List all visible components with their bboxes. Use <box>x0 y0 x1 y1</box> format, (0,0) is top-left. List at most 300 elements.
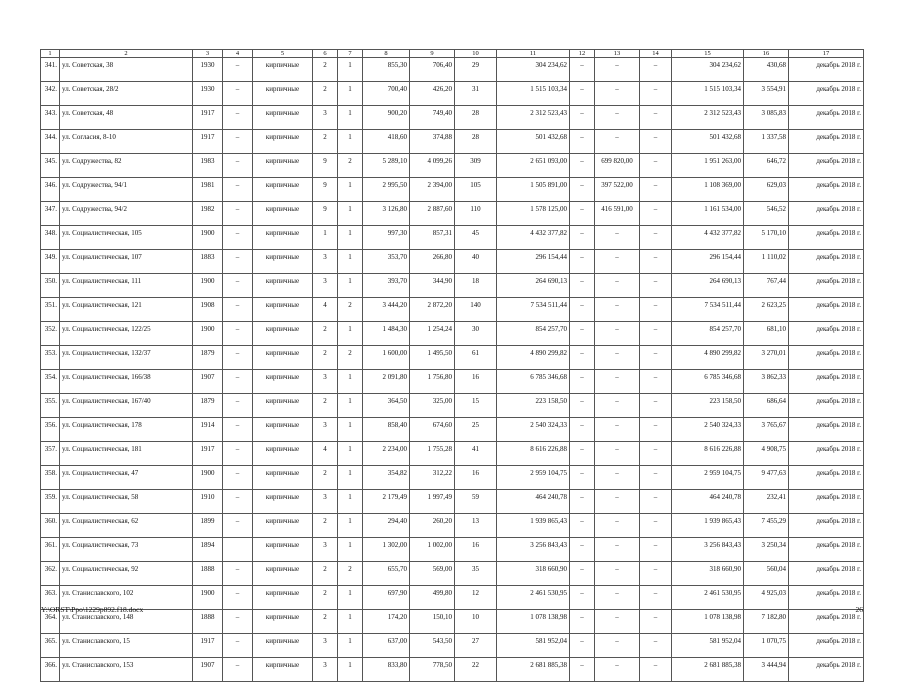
table-cell: 25 <box>455 418 497 442</box>
table-cell: кирпичные <box>253 442 313 466</box>
table-cell: 1983 <box>193 154 223 178</box>
table-cell: 318 660,90 <box>672 562 744 586</box>
table-cell: 9 <box>313 202 338 226</box>
table-cell: 1 951 263,00 <box>672 154 744 178</box>
table-row <box>41 394 864 418</box>
table-cell: – <box>570 442 595 466</box>
table-cell: кирпичные <box>253 466 313 490</box>
table-cell: – <box>570 298 595 322</box>
table-cell: – <box>640 106 672 130</box>
table-cell: 2 461 530,95 <box>497 586 570 610</box>
column-number-row <box>41 50 864 58</box>
table-row <box>41 154 864 178</box>
table-cell: кирпичные <box>253 658 313 682</box>
table-cell: – <box>570 490 595 514</box>
table-cell: 59 <box>455 490 497 514</box>
table-cell: – <box>223 370 253 394</box>
table-cell: 1 002,00 <box>410 538 455 562</box>
table-cell: 1 939 865,43 <box>497 514 570 538</box>
table-cell: 362. <box>41 562 60 586</box>
table-cell: декабрь 2018 г. <box>789 490 864 514</box>
table-cell: 1917 <box>193 130 223 154</box>
table-cell: 2 <box>338 562 363 586</box>
table-cell: 260,20 <box>410 514 455 538</box>
table-cell: 854 257,70 <box>672 322 744 346</box>
table-cell: декабрь 2018 г. <box>789 130 864 154</box>
table-cell: – <box>570 514 595 538</box>
table-cell: 543,50 <box>410 634 455 658</box>
table-cell: – <box>570 634 595 658</box>
table-cell: 354. <box>41 370 60 394</box>
table-cell: 360. <box>41 514 60 538</box>
table-row <box>41 346 864 370</box>
table-cell: – <box>640 562 672 586</box>
table-cell: 27 <box>455 634 497 658</box>
table-cell: 697,90 <box>363 586 410 610</box>
table-cell: 304 234,62 <box>672 58 744 82</box>
table-cell: – <box>223 202 253 226</box>
table-cell: 4 890 299,82 <box>497 346 570 370</box>
table-cell: 2 <box>338 154 363 178</box>
table-cell: 359. <box>41 490 60 514</box>
table-cell: 7 455,29 <box>744 514 789 538</box>
table-cell: 344,90 <box>410 274 455 298</box>
table-cell: ул. Советская, 28/2 <box>60 82 193 106</box>
table-cell: кирпичные <box>253 154 313 178</box>
table-cell: – <box>595 58 640 82</box>
table-cell: – <box>223 226 253 250</box>
table-row <box>41 370 864 394</box>
table-cell: 1 <box>338 322 363 346</box>
table-cell: – <box>570 274 595 298</box>
table-cell: – <box>570 586 595 610</box>
table-cell: – <box>640 250 672 274</box>
table-cell: – <box>223 58 253 82</box>
table-cell: 1 <box>338 226 363 250</box>
table-cell: кирпичные <box>253 490 313 514</box>
table-cell: 1 <box>338 178 363 202</box>
table-cell: 4 099,26 <box>410 154 455 178</box>
table-cell: 342. <box>41 82 60 106</box>
table-cell: 855,30 <box>363 58 410 82</box>
table-cell: 110 <box>455 202 497 226</box>
table-cell: декабрь 2018 г. <box>789 370 864 394</box>
table-cell: 354,82 <box>363 466 410 490</box>
table-cell: ул. Социалистическая, 92 <box>60 562 193 586</box>
column-number: 16 <box>744 50 789 58</box>
table-cell: – <box>595 586 640 610</box>
table-cell: 1894 <box>193 538 223 562</box>
table-cell: декабрь 2018 г. <box>789 442 864 466</box>
table-cell: – <box>595 538 640 562</box>
column-number: 3 <box>193 50 223 58</box>
table-cell: 1 997,49 <box>410 490 455 514</box>
table-cell: ул. Содружества, 82 <box>60 154 193 178</box>
table-cell: – <box>595 562 640 586</box>
table-cell: 501 432,68 <box>497 130 570 154</box>
table-cell: 361. <box>41 538 60 562</box>
table-cell: 1 110,02 <box>744 250 789 274</box>
table-cell: кирпичные <box>253 250 313 274</box>
table-cell: 1 <box>338 490 363 514</box>
table-cell: 357. <box>41 442 60 466</box>
table-cell: – <box>595 490 640 514</box>
table-cell: декабрь 2018 г. <box>789 274 864 298</box>
table-row <box>41 82 864 106</box>
table-cell: 1888 <box>193 610 223 634</box>
table-cell: декабрь 2018 г. <box>789 466 864 490</box>
table-cell: 363. <box>41 586 60 610</box>
table-cell: 2 <box>313 514 338 538</box>
table-cell: 7 534 511,44 <box>497 298 570 322</box>
column-number: 11 <box>497 50 570 58</box>
table-cell: 1 <box>338 634 363 658</box>
table-cell: 2 <box>313 394 338 418</box>
table-cell: – <box>640 370 672 394</box>
table-cell: 2 <box>338 298 363 322</box>
table-cell: 749,40 <box>410 106 455 130</box>
table-cell: – <box>570 130 595 154</box>
table-cell: 1 161 534,00 <box>672 202 744 226</box>
table-cell: кирпичные <box>253 634 313 658</box>
table-cell: 1981 <box>193 178 223 202</box>
table-cell: 699 820,00 <box>595 154 640 178</box>
table-cell: 8 616 226,88 <box>497 442 570 466</box>
table-cell: декабрь 2018 г. <box>789 586 864 610</box>
table-cell: ул. Социалистическая, 167/40 <box>60 394 193 418</box>
table-cell: – <box>570 58 595 82</box>
table-cell: 546,52 <box>744 202 789 226</box>
table-cell: 1900 <box>193 274 223 298</box>
table-cell: 2 312 523,43 <box>672 106 744 130</box>
table-cell: – <box>570 106 595 130</box>
table-cell: 1982 <box>193 202 223 226</box>
table-cell: – <box>595 658 640 682</box>
table-cell: 105 <box>455 178 497 202</box>
table-cell: 2 681 885,38 <box>497 658 570 682</box>
table-cell: 346. <box>41 178 60 202</box>
table-cell: ул. Социалистическая, 47 <box>60 466 193 490</box>
table-cell: 223 158,50 <box>672 394 744 418</box>
table-cell: ул. Социалистическая, 166/38 <box>60 370 193 394</box>
table-cell: 40 <box>455 250 497 274</box>
table-cell: – <box>223 178 253 202</box>
table-cell: – <box>570 346 595 370</box>
table-cell: декабрь 2018 г. <box>789 178 864 202</box>
column-number: 6 <box>313 50 338 58</box>
table-cell: – <box>640 322 672 346</box>
table-cell: 464 240,78 <box>672 490 744 514</box>
table-row <box>41 298 864 322</box>
table-cell: 674,60 <box>410 418 455 442</box>
table-cell: 2 461 530,95 <box>672 586 744 610</box>
table-cell: – <box>570 250 595 274</box>
table-cell: – <box>223 634 253 658</box>
table-cell: 2 <box>313 586 338 610</box>
table-cell: 1 302,00 <box>363 538 410 562</box>
table-cell: 1 <box>338 538 363 562</box>
table-cell: 266,80 <box>410 250 455 274</box>
table-cell: 560,04 <box>744 562 789 586</box>
table-cell: 3 <box>313 370 338 394</box>
table-cell: 1 <box>338 610 363 634</box>
column-number: 10 <box>455 50 497 58</box>
table-cell: ул. Советская, 48 <box>60 106 193 130</box>
table-cell: ул. Социалистическая, 73 <box>60 538 193 562</box>
table-cell: декабрь 2018 г. <box>789 658 864 682</box>
column-number: 5 <box>253 50 313 58</box>
table-row <box>41 322 864 346</box>
table-cell: – <box>640 226 672 250</box>
table-cell: 858,40 <box>363 418 410 442</box>
table-cell: 15 <box>455 394 497 418</box>
table-cell: 1907 <box>193 658 223 682</box>
table-cell <box>223 538 253 562</box>
table-cell: 8 616 226,88 <box>672 442 744 466</box>
table-cell: 1 <box>338 418 363 442</box>
table-cell: 7 182,80 <box>744 610 789 634</box>
table-cell: 1883 <box>193 250 223 274</box>
table-cell: кирпичные <box>253 586 313 610</box>
table-cell: – <box>570 322 595 346</box>
table-cell: – <box>595 250 640 274</box>
table-cell: 581 952,04 <box>497 634 570 658</box>
table-cell: 5 170,10 <box>744 226 789 250</box>
table-cell: 1 337,58 <box>744 130 789 154</box>
table-cell: 347. <box>41 202 60 226</box>
table-cell: 2 <box>313 82 338 106</box>
table-cell: кирпичные <box>253 82 313 106</box>
table-cell: – <box>570 226 595 250</box>
table-row <box>41 562 864 586</box>
table-cell: 1879 <box>193 346 223 370</box>
table-row <box>41 466 864 490</box>
table-cell: 430,68 <box>744 58 789 82</box>
table-cell: 706,40 <box>410 58 455 82</box>
table-cell: 1 <box>338 370 363 394</box>
table-cell: 3 <box>313 490 338 514</box>
table-row <box>41 634 864 658</box>
table-cell: кирпичные <box>253 106 313 130</box>
table-cell: 426,20 <box>410 82 455 106</box>
table-cell: 1900 <box>193 586 223 610</box>
table-cell: 1 <box>338 58 363 82</box>
table-cell: декабрь 2018 г. <box>789 154 864 178</box>
table-cell: 2 091,80 <box>363 370 410 394</box>
table-cell: декабрь 2018 г. <box>789 538 864 562</box>
table-cell: – <box>595 610 640 634</box>
table-cell: 2 651 093,00 <box>497 154 570 178</box>
table-cell: – <box>223 130 253 154</box>
table-cell: декабрь 2018 г. <box>789 202 864 226</box>
table-cell: 464 240,78 <box>497 490 570 514</box>
table-cell: – <box>640 154 672 178</box>
table-cell: – <box>223 514 253 538</box>
table-cell: 9 <box>313 178 338 202</box>
table-cell: 22 <box>455 658 497 682</box>
table-cell: 681,10 <box>744 322 789 346</box>
table-cell: 294,40 <box>363 514 410 538</box>
table-cell: 5 289,10 <box>363 154 410 178</box>
table-cell: 2 <box>313 610 338 634</box>
table-cell: 1 070,75 <box>744 634 789 658</box>
table-row <box>41 442 864 466</box>
table-cell: 1 484,30 <box>363 322 410 346</box>
table-cell: 351. <box>41 298 60 322</box>
table-cell: 264 690,13 <box>497 274 570 298</box>
table-cell: 2 887,60 <box>410 202 455 226</box>
table-cell: 1900 <box>193 226 223 250</box>
table-cell: 1 <box>338 658 363 682</box>
table-cell: 1 578 125,00 <box>497 202 570 226</box>
table-cell: 854 257,70 <box>497 322 570 346</box>
table-cell: – <box>640 58 672 82</box>
table-cell: – <box>223 586 253 610</box>
table-cell: – <box>223 346 253 370</box>
table-cell: кирпичные <box>253 130 313 154</box>
table-cell: 174,20 <box>363 610 410 634</box>
register-sheet <box>40 49 863 682</box>
table-cell: – <box>595 514 640 538</box>
table-cell: – <box>223 418 253 442</box>
table-cell: 501 432,68 <box>672 130 744 154</box>
table-cell: 2 179,49 <box>363 490 410 514</box>
table-cell: 1 078 138,98 <box>497 610 570 634</box>
table-cell: 2 995,50 <box>363 178 410 202</box>
table-cell: – <box>223 82 253 106</box>
table-cell: декабрь 2018 г. <box>789 418 864 442</box>
table-cell: – <box>595 418 640 442</box>
table-cell: 364,50 <box>363 394 410 418</box>
table-cell: – <box>640 658 672 682</box>
table-cell: 7 534 511,44 <box>672 298 744 322</box>
table-cell: 364. <box>41 610 60 634</box>
table-cell: 1 505 891,00 <box>497 178 570 202</box>
column-number: 8 <box>363 50 410 58</box>
table-cell: 352. <box>41 322 60 346</box>
table-cell: кирпичные <box>253 274 313 298</box>
table-cell: 418,60 <box>363 130 410 154</box>
table-cell: декабрь 2018 г. <box>789 226 864 250</box>
table-cell: 41 <box>455 442 497 466</box>
table-cell: – <box>595 370 640 394</box>
table-cell: 3 250,34 <box>744 538 789 562</box>
table-cell: 31 <box>455 82 497 106</box>
table-cell: декабрь 2018 г. <box>789 514 864 538</box>
table-cell: – <box>640 442 672 466</box>
table-cell: 1 254,24 <box>410 322 455 346</box>
table-cell: 857,31 <box>410 226 455 250</box>
table-cell: 312,22 <box>410 466 455 490</box>
table-cell: ул. Социалистическая, 58 <box>60 490 193 514</box>
table-cell: 629,03 <box>744 178 789 202</box>
table-cell: 1 <box>338 442 363 466</box>
table-row <box>41 586 864 610</box>
table-cell: – <box>640 346 672 370</box>
table-cell: 1917 <box>193 634 223 658</box>
table-cell: кирпичные <box>253 202 313 226</box>
table-cell: – <box>223 322 253 346</box>
table-row <box>41 202 864 226</box>
table-cell: 296 154,44 <box>672 250 744 274</box>
table-cell: – <box>595 298 640 322</box>
table-cell: 3 <box>313 658 338 682</box>
table-cell: ул. Социалистическая, 111 <box>60 274 193 298</box>
table-cell: 30 <box>455 322 497 346</box>
table-cell: – <box>595 106 640 130</box>
table-cell: 997,30 <box>363 226 410 250</box>
table-cell: кирпичные <box>253 298 313 322</box>
table-cell: ул. Социалистическая, 107 <box>60 250 193 274</box>
table-cell: – <box>595 394 640 418</box>
table-cell: – <box>640 634 672 658</box>
column-number: 12 <box>570 50 595 58</box>
table-cell: декабрь 2018 г. <box>789 634 864 658</box>
table-cell: 2 <box>313 322 338 346</box>
table-cell: 374,88 <box>410 130 455 154</box>
table-cell: – <box>595 82 640 106</box>
column-number: 17 <box>789 50 864 58</box>
table-cell: ул. Социалистическая, 105 <box>60 226 193 250</box>
column-number: 7 <box>338 50 363 58</box>
table-cell: 416 591,00 <box>595 202 640 226</box>
table-cell: 343. <box>41 106 60 130</box>
table-cell: 309 <box>455 154 497 178</box>
table-cell: 3 270,01 <box>744 346 789 370</box>
table-cell: – <box>223 274 253 298</box>
table-cell: 2 959 104,75 <box>672 466 744 490</box>
table-cell: 61 <box>455 346 497 370</box>
table-cell: ул. Станиславского, 148 <box>60 610 193 634</box>
table-cell: 2 <box>313 130 338 154</box>
table-cell: 1 <box>338 394 363 418</box>
table-cell: 358. <box>41 466 60 490</box>
table-cell: ул. Социалистическая, 181 <box>60 442 193 466</box>
table-cell: 45 <box>455 226 497 250</box>
table-cell: – <box>640 418 672 442</box>
table-cell: 3 444,20 <box>363 298 410 322</box>
table-cell: 4 890 299,82 <box>672 346 744 370</box>
table-cell: 833,80 <box>363 658 410 682</box>
table-cell: 1917 <box>193 442 223 466</box>
column-number: 13 <box>595 50 640 58</box>
table-cell: 16 <box>455 538 497 562</box>
table-cell: – <box>223 490 253 514</box>
table-cell: 2 540 324,33 <box>497 418 570 442</box>
table-row <box>41 538 864 562</box>
document-path: Y:\ORST\Ppo\1229p892.f18.docx <box>41 605 144 614</box>
table-cell: – <box>595 274 640 298</box>
table-cell: ул. Социалистическая, 62 <box>60 514 193 538</box>
table-cell: – <box>570 178 595 202</box>
table-cell: 2 623,25 <box>744 298 789 322</box>
table-cell: 393,70 <box>363 274 410 298</box>
table-cell: кирпичные <box>253 226 313 250</box>
table-cell: – <box>640 514 672 538</box>
table-cell: 1888 <box>193 562 223 586</box>
table-cell: декабрь 2018 г. <box>789 58 864 82</box>
table-cell: 366. <box>41 658 60 682</box>
table-cell: 353,70 <box>363 250 410 274</box>
table-cell: 1 <box>338 274 363 298</box>
table-cell: ул. Содружества, 94/1 <box>60 178 193 202</box>
table-cell: 1907 <box>193 370 223 394</box>
table-cell: 1 <box>313 226 338 250</box>
table-cell: 1 <box>338 586 363 610</box>
table-cell: 1879 <box>193 394 223 418</box>
table-row <box>41 274 864 298</box>
table-cell: 1 <box>338 106 363 130</box>
